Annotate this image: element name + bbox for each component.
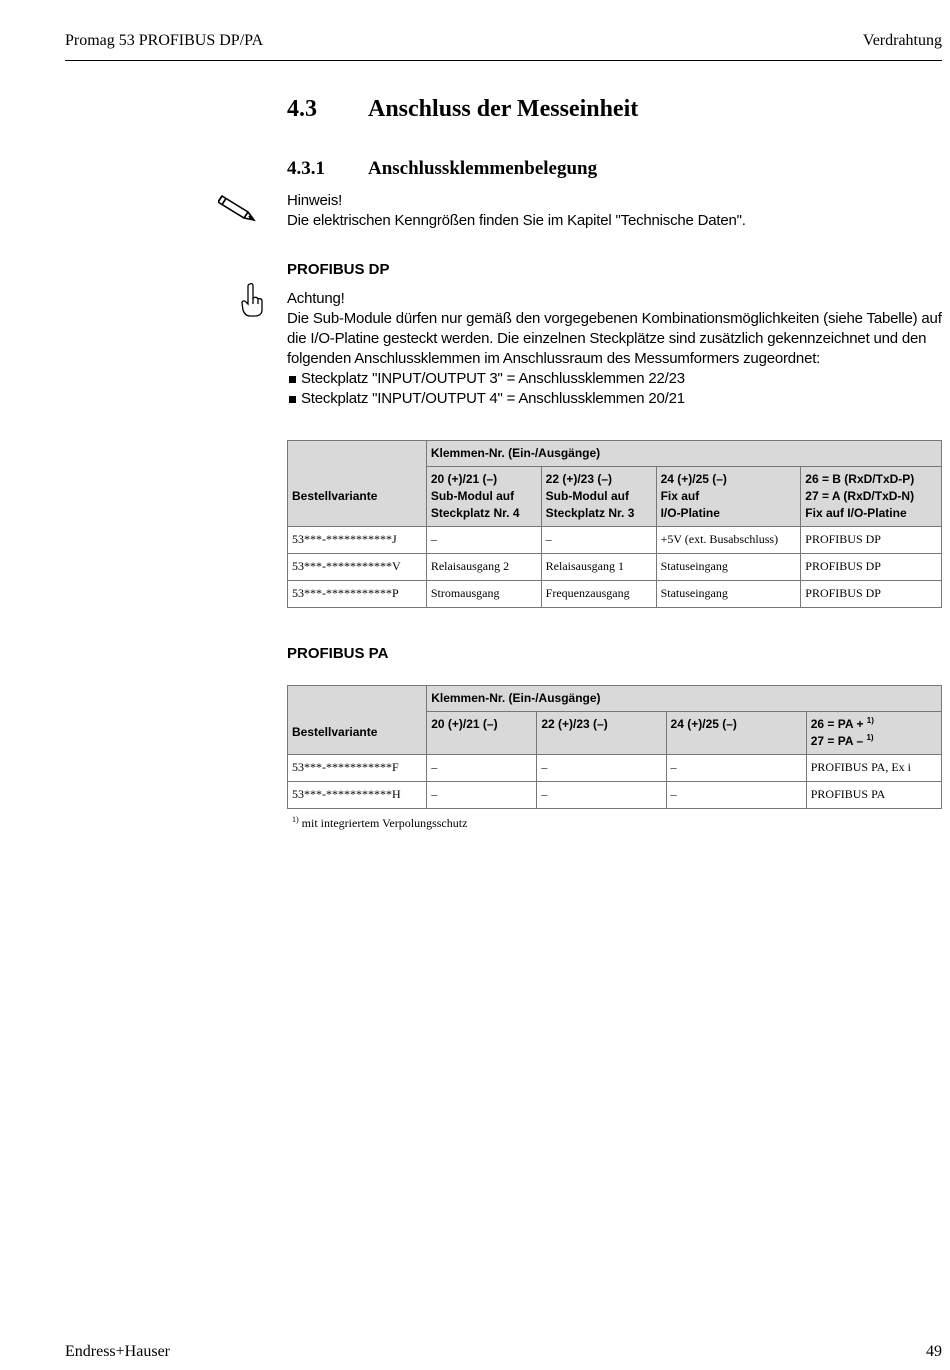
header-col-3-line: I/O-Platine xyxy=(660,506,720,520)
header-col-2-line: Steckplatz Nr. 3 xyxy=(545,506,635,520)
table-row xyxy=(288,527,942,554)
note-text: Die elektrischen Kenngrößen finden Sie im Kapitel "Technische Daten". xyxy=(287,212,746,229)
table-cell: Relaisausgang 1 xyxy=(541,554,656,581)
footnote-mark: 1) xyxy=(292,815,299,824)
header-bestellvariante: Bestellvariante xyxy=(288,467,427,527)
warning-text: Die Sub-Module dürfen nur gemäß den vorgegebenen Kombinationsmöglichkeiten (siehe Tabelle) auf die I/O-Platine gesteckt werden. Die einzelnen Steckplätze sind zusätzlich gekennzeichnet und den folgenden Anschlussklemmen im Anschlussraum des Messumformers zugeordnet: xyxy=(287,310,942,367)
header-col-1 xyxy=(426,467,541,527)
subsection-number: 4.3.1 xyxy=(287,158,325,179)
table-cell: PROFIBUS DP xyxy=(801,527,942,554)
group-header: Klemmen-Nr. (Ein-/Ausgänge) xyxy=(426,441,941,467)
table-cell: PROFIBUS PA, Ex i xyxy=(806,755,941,782)
header-col-4-line xyxy=(811,716,937,733)
table-cell: – xyxy=(427,755,537,782)
pencil-icon xyxy=(218,190,258,224)
table-cell: – xyxy=(537,755,666,782)
running-header-title: Promag 53 PROFIBUS DP/PA xyxy=(65,32,264,49)
header-rule xyxy=(65,60,942,61)
warning-bullet-1: Steckplatz "INPUT/OUTPUT 3" = Anschlussklemmen 22/23 xyxy=(287,369,942,389)
table-cell: 53***-***********V xyxy=(288,554,427,581)
table-cell: +5V (ext. Busabschluss) xyxy=(656,527,801,554)
header-col-4-line xyxy=(811,733,937,750)
footnote-text: mit integriertem Verpolungsschutz xyxy=(301,816,468,830)
table-row xyxy=(288,782,942,809)
header-col-2 xyxy=(541,467,656,527)
table-cell: Frequenzausgang xyxy=(541,581,656,608)
footnote-ref: 1) xyxy=(866,733,874,742)
table-row xyxy=(288,554,942,581)
header-col-3-line: 24 (+)/25 (–) xyxy=(660,472,727,486)
table-cell: PROFIBUS PA xyxy=(806,782,941,809)
header-col-1-line: Sub-Modul auf xyxy=(430,489,515,503)
footnote-ref: 1) xyxy=(866,716,874,725)
header-col-2: 22 (+)/23 (–) xyxy=(537,712,666,755)
header-col-2-line: 22 (+)/23 (–) xyxy=(545,472,613,486)
running-header-chapter: Verdrahtung xyxy=(862,32,942,49)
table-cell: Statuseingang xyxy=(656,581,801,608)
header-col-4-line: 27 = A (RxD/TxD-N) xyxy=(805,489,915,503)
table-cell: 53***-***********H xyxy=(288,782,427,809)
pa-minus-label: 27 = PA – xyxy=(810,734,864,748)
table-cell: Relaisausgang 2 xyxy=(426,554,541,581)
header-col-3: 24 (+)/25 (–) xyxy=(666,712,806,755)
pa-plus-label: 26 = PA + xyxy=(810,717,864,731)
header-col-4-line: Fix auf I/O-Platine xyxy=(805,506,907,520)
table-cell: – xyxy=(426,527,541,554)
table-cell: – xyxy=(541,527,656,554)
section-title: Anschluss der Messeinheit xyxy=(368,96,639,122)
note-block xyxy=(287,191,937,231)
header-col-3 xyxy=(656,467,801,527)
warning-label: Achtung! xyxy=(287,290,345,307)
table-cell: 53***-***********J xyxy=(288,527,427,554)
table-cell: PROFIBUS DP xyxy=(801,581,942,608)
profibus-dp-terminal-table xyxy=(287,440,942,608)
pointing-hand-icon xyxy=(240,282,264,318)
header-col-1: 20 (+)/21 (–) xyxy=(427,712,537,755)
group-header: Klemmen-Nr. (Ein-/Ausgänge) xyxy=(427,686,942,712)
profibus-pa-terminal-table xyxy=(287,685,942,809)
header-col-4-line: 26 = B (RxD/TxD-P) xyxy=(805,472,915,486)
header-cell-empty xyxy=(288,686,427,712)
table-cell: Statuseingang xyxy=(656,554,801,581)
table-cell: 53***-***********P xyxy=(288,581,427,608)
table-cell: Stromausgang xyxy=(426,581,541,608)
warning-bullet-2: Steckplatz "INPUT/OUTPUT 4" = Anschlussklemmen 20/21 xyxy=(287,389,942,409)
table-cell: – xyxy=(666,782,806,809)
subsection-heading xyxy=(287,158,597,180)
table-row xyxy=(288,755,942,782)
table-footnote xyxy=(292,816,467,831)
table-cell: PROFIBUS DP xyxy=(801,554,942,581)
header-col-1-line: Steckplatz Nr. 4 xyxy=(430,506,520,520)
table-cell: 53***-***********F xyxy=(288,755,427,782)
header-col-3-line: Fix auf xyxy=(660,489,700,503)
section-heading xyxy=(287,96,638,123)
profibus-pa-heading: PROFIBUS PA xyxy=(287,645,389,662)
header-col-4 xyxy=(801,467,942,527)
page-number: 49 xyxy=(926,1343,942,1360)
header-bestellvariante: Bestellvariante xyxy=(288,712,427,755)
header-col-4 xyxy=(806,712,941,755)
table-cell: – xyxy=(666,755,806,782)
footer-company: Endress+Hauser xyxy=(65,1343,170,1360)
subsection-title: Anschlussklemmenbelegung xyxy=(368,158,598,179)
section-number: 4.3 xyxy=(287,96,317,122)
warning-block xyxy=(287,289,942,409)
note-label: Hinweis! xyxy=(287,192,343,209)
table-row xyxy=(288,581,942,608)
header-cell-empty xyxy=(288,441,427,467)
table-cell: – xyxy=(537,782,666,809)
profibus-dp-heading: PROFIBUS DP xyxy=(287,261,390,278)
header-col-1-line: 20 (+)/21 (–) xyxy=(430,472,498,486)
header-col-2-line: Sub-Modul auf xyxy=(545,489,629,503)
table-cell: – xyxy=(427,782,537,809)
